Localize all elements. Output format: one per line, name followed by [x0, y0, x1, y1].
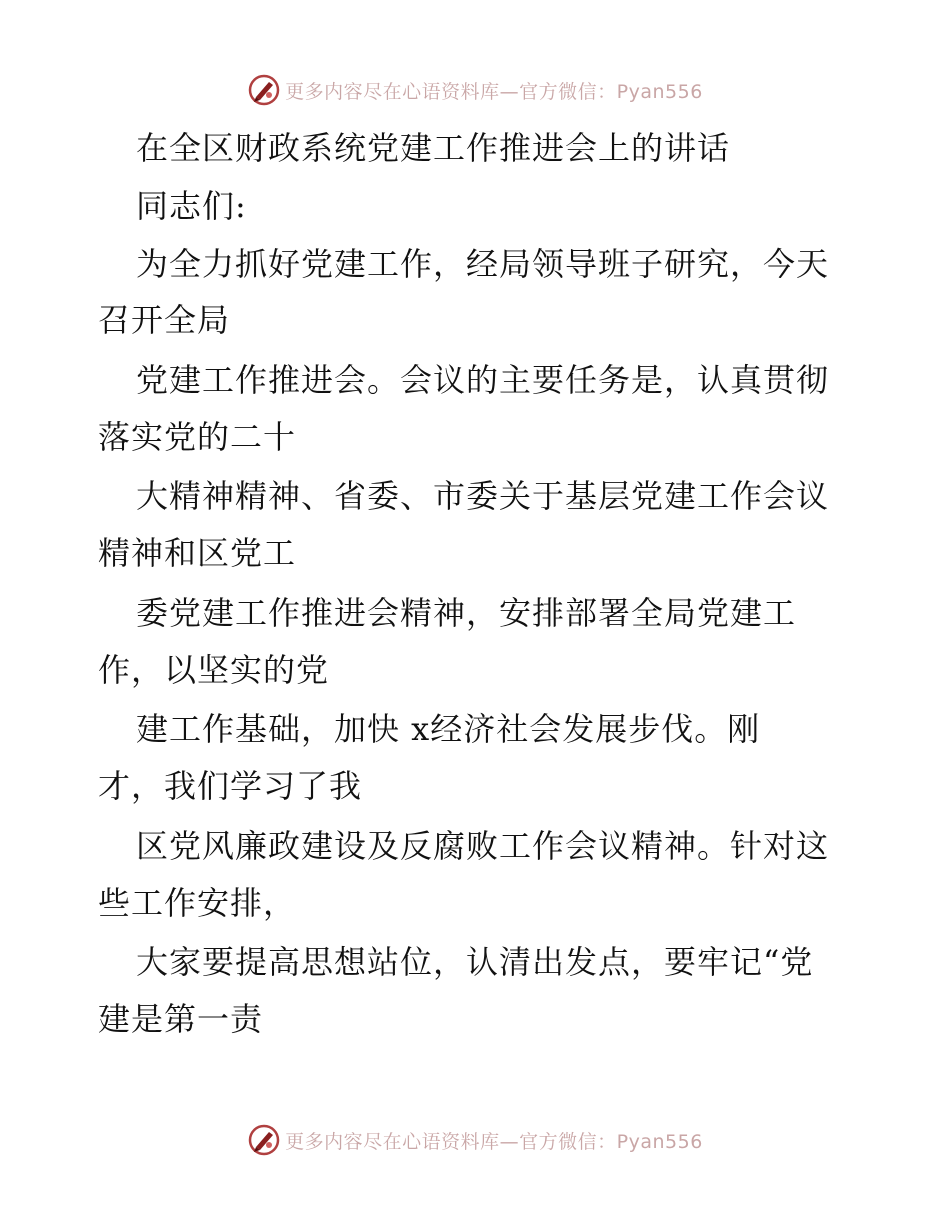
- text-line: 些工作安排，: [98, 884, 297, 922]
- text-line: 大家要提高思想站位，认清出发点，要牢记“党: [136, 943, 814, 981]
- logo-icon: [247, 73, 281, 107]
- text-line: 大精神精神、省委、市委关于基层党建工作会议: [136, 477, 830, 515]
- text-line: 委党建工作推进会精神，安排部署全局党建工: [136, 594, 797, 632]
- salutation: 同志们:: [136, 187, 247, 225]
- header-watermark: [0, 70, 950, 110]
- footer-watermark: [0, 1120, 950, 1160]
- text-line: 建是第一责: [98, 1000, 264, 1038]
- text-line: 为全力抓好党建工作，经局领导班子研究，今天: [136, 245, 830, 283]
- document-title: 在全区财政系统党建工作推进会上的讲话: [136, 129, 731, 167]
- text-line: 召开全局: [98, 301, 231, 339]
- text-line: 才，我们学习了我: [98, 767, 363, 805]
- watermark-text: 更多内容尽在心语资料库—官方微信：Pyan556: [285, 80, 703, 103]
- text-line: 落实党的二十: [98, 418, 297, 456]
- watermark-text: 更多内容尽在心语资料库—官方微信：Pyan556: [285, 1130, 703, 1153]
- text-line: 党建工作推进会。会议的主要任务是，认真贯彻: [136, 361, 830, 399]
- text-line: 作，以坚实的党: [98, 651, 330, 689]
- text-line: 精神和区党工: [98, 534, 297, 572]
- text-line: 区党风廉政建设及反腐败工作会议精神。针对这: [136, 827, 830, 865]
- logo-icon: [247, 1123, 281, 1157]
- text-line: 建工作基础，加快 x经济社会发展步伐。刚: [136, 710, 761, 748]
